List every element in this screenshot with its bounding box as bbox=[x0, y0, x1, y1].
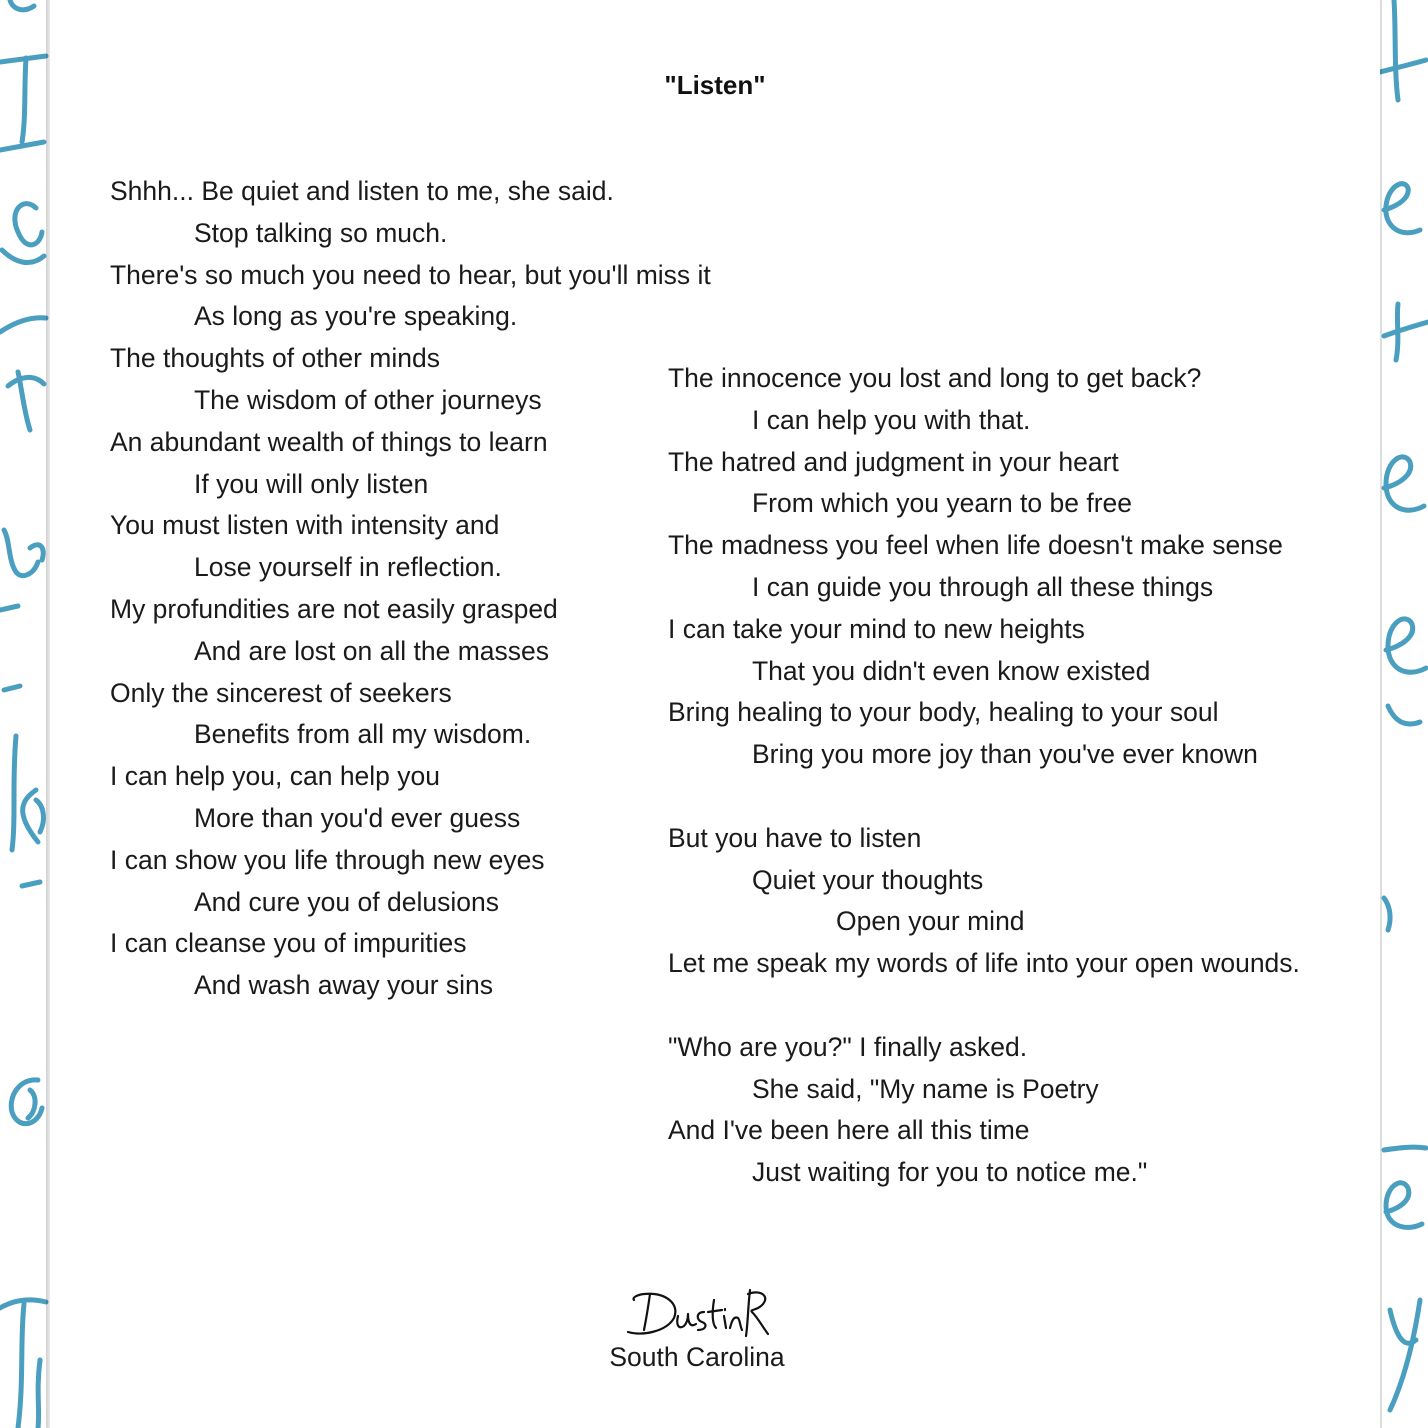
poem-line: Just waiting for you to notice me." bbox=[752, 1157, 1148, 1188]
poem-line: But you have to listen bbox=[668, 822, 922, 853]
poem-line: And wash away your sins bbox=[194, 970, 494, 1001]
poem-line: As long as you're speaking. bbox=[194, 301, 518, 332]
poem-line: I can take your mind to new heights bbox=[668, 613, 1085, 644]
handwriting-decoration-right bbox=[1380, 0, 1428, 1428]
poem-column-left bbox=[110, 171, 750, 1007]
poem-line: Bring you more joy than you've ever known bbox=[752, 739, 1258, 770]
poem-line: I can help you with that. bbox=[752, 404, 1031, 435]
author-signature-image bbox=[622, 1282, 772, 1342]
poem-line: Benefits from all my wisdom. bbox=[194, 719, 532, 750]
poem-line: The wisdom of other journeys bbox=[194, 384, 542, 415]
poem-line: Open your mind bbox=[836, 906, 1025, 937]
poem-line: I can help you, can help you bbox=[110, 761, 441, 792]
poem-line: Only the sincerest of seekers bbox=[110, 677, 452, 708]
poem-line: "Who are you?" I finally asked. bbox=[668, 1031, 1028, 1062]
poem-line: Let me speak my words of life into your open wounds. bbox=[668, 948, 1300, 979]
poem-line: An abundant wealth of things to learn bbox=[110, 426, 548, 457]
right-handwriting-margin bbox=[1380, 0, 1428, 1428]
poem-line: The innocence you lost and long to get back? bbox=[668, 363, 1202, 393]
poem-line: My profundities are not easily grasped bbox=[110, 593, 558, 624]
poem-line: That you didn't even know existed bbox=[752, 655, 1151, 686]
poem-line: The thoughts of other minds bbox=[110, 343, 440, 374]
poem-line: From which you yearn to be free bbox=[752, 488, 1133, 519]
author-location: South Carolina bbox=[609, 1342, 785, 1372]
poem-line: She said, "My name is Poetry bbox=[752, 1073, 1099, 1104]
poem-line bbox=[668, 776, 1368, 818]
poem-line: I can show you life through new eyes bbox=[110, 844, 545, 875]
poem-line bbox=[668, 985, 1368, 1027]
poem-page bbox=[50, 0, 1380, 1428]
poem-line: I can guide you through all these things bbox=[752, 571, 1214, 602]
poem-line: Stop talking so much. bbox=[194, 217, 448, 248]
poem-line: And cure you of delusions bbox=[194, 886, 499, 917]
poem-line: The madness you feel when life doesn't make sense bbox=[668, 530, 1283, 561]
poem-line: Lose yourself in reflection. bbox=[194, 552, 502, 583]
poem-line: Quiet your thoughts bbox=[752, 864, 984, 895]
poem-line: You must listen with intensity and bbox=[110, 510, 500, 541]
left-handwriting-margin bbox=[0, 0, 50, 1428]
poem-line: There's so much you need to hear, but you'll miss it bbox=[110, 259, 711, 290]
poem-line: Bring healing to your body, healing to your soul bbox=[668, 697, 1219, 728]
poem-line: I can cleanse you of impurities bbox=[110, 928, 467, 959]
poem-line: More than you'd ever guess bbox=[194, 802, 521, 833]
poem-column-right bbox=[668, 358, 1368, 1194]
poem-line: The hatred and judgment in your heart bbox=[668, 446, 1119, 477]
poem-line: And I've been here all this time bbox=[668, 1115, 1030, 1146]
poem-title: "Listen" bbox=[664, 70, 766, 100]
poem-line: And are lost on all the masses bbox=[194, 635, 549, 666]
poem-line: Shhh... Be quiet and listen to me, she said. bbox=[110, 176, 614, 206]
handwriting-decoration-left bbox=[0, 0, 50, 1428]
poem-line: If you will only listen bbox=[194, 468, 429, 499]
